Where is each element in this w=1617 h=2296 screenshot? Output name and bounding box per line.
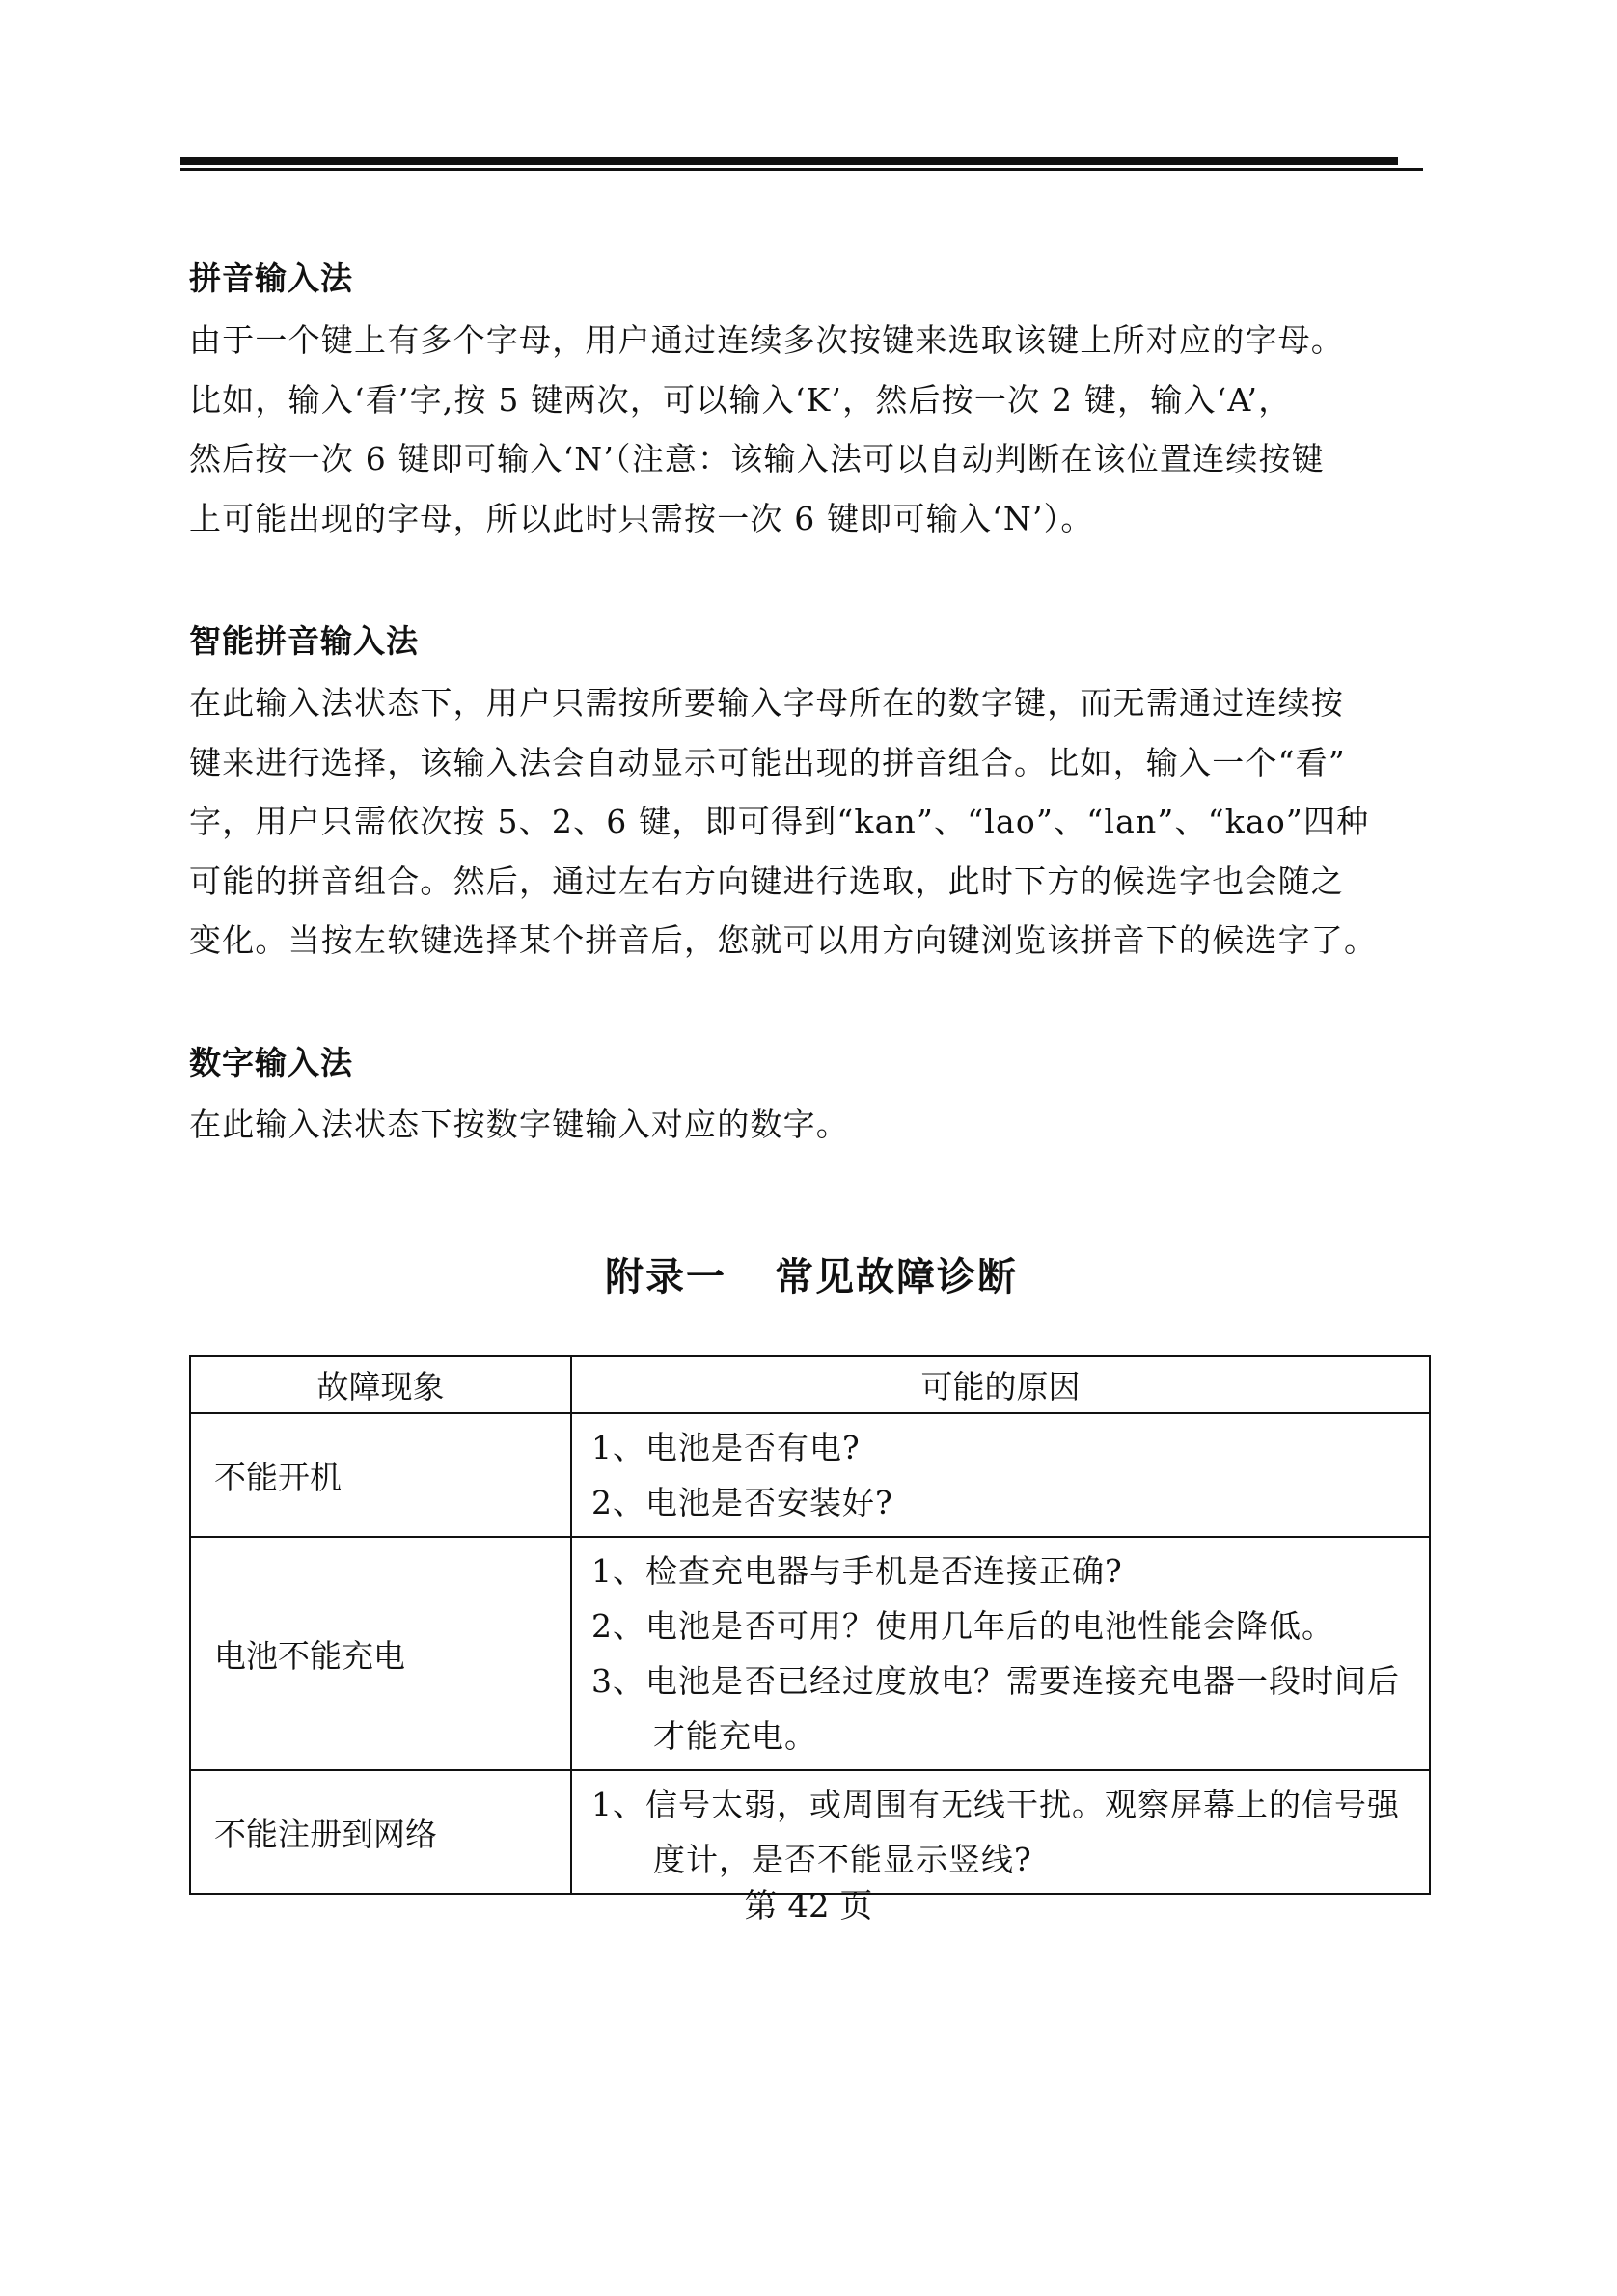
appendix-title bbox=[189, 1254, 1434, 1300]
header-symptom: 故障现象 bbox=[190, 1356, 571, 1413]
section-heading: 数字输入法 bbox=[189, 1044, 353, 1081]
header-causes: 可能的原因 bbox=[571, 1356, 1430, 1413]
fault-diagnosis-table bbox=[189, 1355, 1431, 1895]
section-smart-pinyin-input bbox=[189, 622, 1434, 970]
section-pinyin-input bbox=[189, 262, 1434, 548]
paragraph-line: 键来进行选择，该输入法会自动显示可能出现的拼音组合。比如，输入一个“看” bbox=[189, 743, 1346, 781]
appendix-number: 附录一 bbox=[605, 1254, 726, 1299]
paragraph-line: 变化。当按左软键选择某个拼音后，您就可以用方向键浏览该拼音下的候选字了。 bbox=[189, 921, 1378, 959]
symptom-cell: 不能开机 bbox=[190, 1413, 571, 1537]
section-heading: 拼音输入法 bbox=[189, 260, 353, 297]
cause-item: 1、电池是否有电? bbox=[591, 1429, 861, 1466]
section-heading: 智能拼音输入法 bbox=[189, 622, 419, 660]
page-number: 第 42 页 bbox=[744, 1887, 873, 1926]
symptom-cell: 不能注册到网络 bbox=[190, 1770, 571, 1894]
paragraph-line: 可能的拼音组合。然后，通过左右方向键进行选取，此时下方的候选字也会随之 bbox=[189, 861, 1344, 900]
cause-item: 3、电池是否已经过度放电？需要连接充电器一段时间后才能充电。 bbox=[591, 1662, 1400, 1755]
paragraph-line: 然后按一次 6 键即可输入‘N’（注意：该输入法可以自动判断在该位置连续按键 bbox=[189, 440, 1325, 478]
cause-item: 2、电池是否安装好? bbox=[591, 1484, 893, 1521]
section-number-input bbox=[189, 1044, 1434, 1155]
symptom-cell: 电池不能充电 bbox=[190, 1537, 571, 1770]
cause-item: 1、检查充电器与手机是否连接正确? bbox=[591, 1552, 1123, 1590]
paragraph-line: 由于一个键上有多个字母，用户通过连续多次按键来选取该键上所对应的字母。 bbox=[189, 321, 1344, 359]
section-paragraph bbox=[189, 1095, 1434, 1155]
section-paragraph bbox=[189, 311, 1434, 548]
cause-item: 1、信号太弱，或周围有无线干扰。观察屏幕上的信号强度计，是否不能显示竖线? bbox=[591, 1786, 1400, 1878]
paragraph-line: 字，用户只需依次按 5、2、6 键，即可得到“kan”、“lao”、“lan”、“kao”四种 bbox=[189, 803, 1370, 840]
table-header-row bbox=[190, 1356, 1430, 1413]
causes-cell bbox=[571, 1537, 1430, 1770]
paragraph-line: 在此输入法状态下按数字键输入对应的数字。 bbox=[189, 1106, 849, 1143]
paragraph-line: 在此输入法状态下，用户只需按所要输入字母所在的数字键，而无需通过连续按 bbox=[189, 684, 1344, 722]
cause-item: 2、电池是否可用？使用几年后的电池性能会降低。 bbox=[591, 1607, 1334, 1645]
table-row bbox=[190, 1537, 1430, 1770]
header-rule-thick bbox=[180, 157, 1398, 165]
causes-cell bbox=[571, 1413, 1430, 1537]
causes-cell bbox=[571, 1770, 1430, 1894]
table-row bbox=[190, 1413, 1430, 1537]
header-rule-thin bbox=[180, 168, 1423, 171]
section-paragraph bbox=[189, 673, 1434, 970]
table-row bbox=[190, 1770, 1430, 1894]
appendix-name: 常见故障诊断 bbox=[775, 1254, 1018, 1299]
paragraph-line: 上可能出现的字母，所以此时只需按一次 6 键即可输入‘N’）。 bbox=[189, 499, 1094, 537]
paragraph-line: 比如，输入‘看’字,按 5 键两次，可以输入‘K’，然后按一次 2 键，输入‘A’， bbox=[189, 380, 1292, 419]
